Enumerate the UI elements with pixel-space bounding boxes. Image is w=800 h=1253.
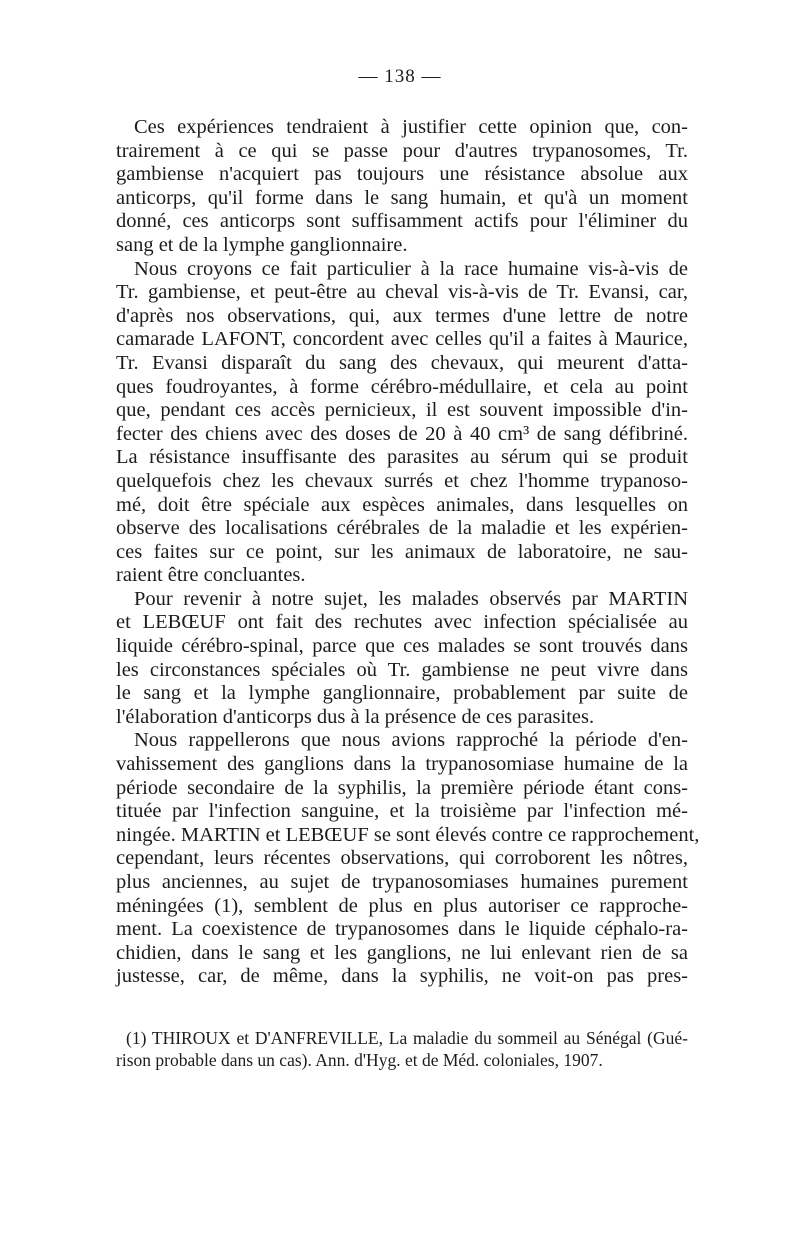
text-line: l'élaboration d'anticorps dus à la présence de ces parasites. [116,705,595,728]
text-line: chidien, dans le sang et les ganglions, ne lui enlevant rien de sa [116,941,688,964]
text-line: et LEBŒUF ont fait des rechutes avec infection spécialisée au [116,611,688,634]
text-line: Tr. Evansi disparaît du sang des chevaux, qui meurent d'atta- [116,351,688,374]
text-line: période secondaire de la syphilis, la première période étant cons- [116,776,688,799]
text-line: Tr. gambiense, et peut-être au cheval vis-à-vis de Tr. Evansi, car, [116,281,688,304]
text-line: quelquefois chez les chevaux surrés et chez l'homme trypanoso- [116,469,688,492]
text-line: donné, ces anticorps sont suffisamment actifs pour l'éliminer du [116,210,688,233]
body-text [116,116,700,989]
page-number: — 138 — [358,66,442,87]
text-line: ningée. MARTIN et LEBŒUF se sont élevés contre ce rapprochement, [116,823,700,846]
text-line: les circonstances spéciales où Tr. gambiense ne peut vivre dans [116,658,688,681]
text-line: plus anciennes, au sujet de trypanosomiases humaines purement [116,871,688,893]
text-line: vahissement des ganglions dans la trypanosomiase humaine de la [116,753,688,776]
text-line: Ces expériences tendraient à justifier cette opinion que, con- [134,116,688,138]
text-line: Pour revenir à notre sujet, les malades observés par MARTIN [134,587,688,610]
text-line: anticorps, qu'il forme dans le sang humain, et qu'à un moment [116,186,688,209]
text-line: méningées (1), semblent de plus en plus autoriser ce rapproche- [116,894,688,917]
text-line: que, pendant ces accès pernicieux, il est souvent impossible d'in- [116,399,688,422]
text-line: camarade LAFONT, concordent avec celles qu'il a faites à Maurice, [116,328,688,351]
text-line: d'après nos observations, qui, aux termes d'une lettre de notre [116,304,688,327]
text-line: le sang et la lymphe ganglionnaire, probablement par suite de [116,682,688,705]
text-line: ment. La coexistence de trypanosomes dans le liquide céphalo-ra- [116,918,688,941]
text-line: Nous rappellerons que nous avions rapproché la période d'en- [134,729,688,752]
text-line: ques foudroyantes, à forme cérébro-médullaire, et cela au point [116,375,688,398]
paragraph-4 [116,729,700,989]
text-line: fecter des chiens avec des doses de 20 à 40 cm³ de sang défibriné. [116,422,688,445]
footnote-line: (1) THIROUX et D'ANFREVILLE, La maladie du sommeil au Sénégal (Gué- [126,1028,688,1048]
text-line: Nous croyons ce fait particulier à la race humaine vis-à-vis de [134,257,688,280]
text-line: trairement à ce qui se passe pour d'autres trypanosomes, Tr. [116,139,688,162]
paragraph-3 [116,588,688,730]
text-line: cependant, leurs récentes observations, qui corroborent les nôtres, [116,847,688,870]
text-line: raient être concluantes. [116,564,306,587]
text-line: sang et de la lymphe ganglionnaire. [116,233,408,256]
text-line: tituée par l'infection sanguine, et la troisième par l'infection mé- [116,800,688,823]
text-line: liquide cérébro-spinal, parce que ces malades se sont trouvés dans [116,635,688,658]
footnote [116,1027,688,1071]
text-line: La résistance insuffisante des parasites au sérum qui se produit [116,446,688,469]
text-line: ces faites sur ce point, sur les animaux de laboratoire, ne sau- [116,540,688,563]
footnote-line: rison probable dans un cas). Ann. d'Hyg. et de Méd. coloniales, 1907. [116,1050,603,1070]
text-line: mé, doit être spéciale aux espèces animales, dans lesquelles on [116,493,688,516]
text-line: observe des localisations cérébrales de la maladie et les expérien- [116,517,688,540]
text-line: justesse, car, de même, dans la syphilis, ne voit-on pas pres- [116,965,688,988]
paragraph-2 [116,258,688,588]
text-line: gambiense n'acquiert pas toujours une résistance absolue aux [116,163,688,186]
paragraph-1 [116,116,688,258]
